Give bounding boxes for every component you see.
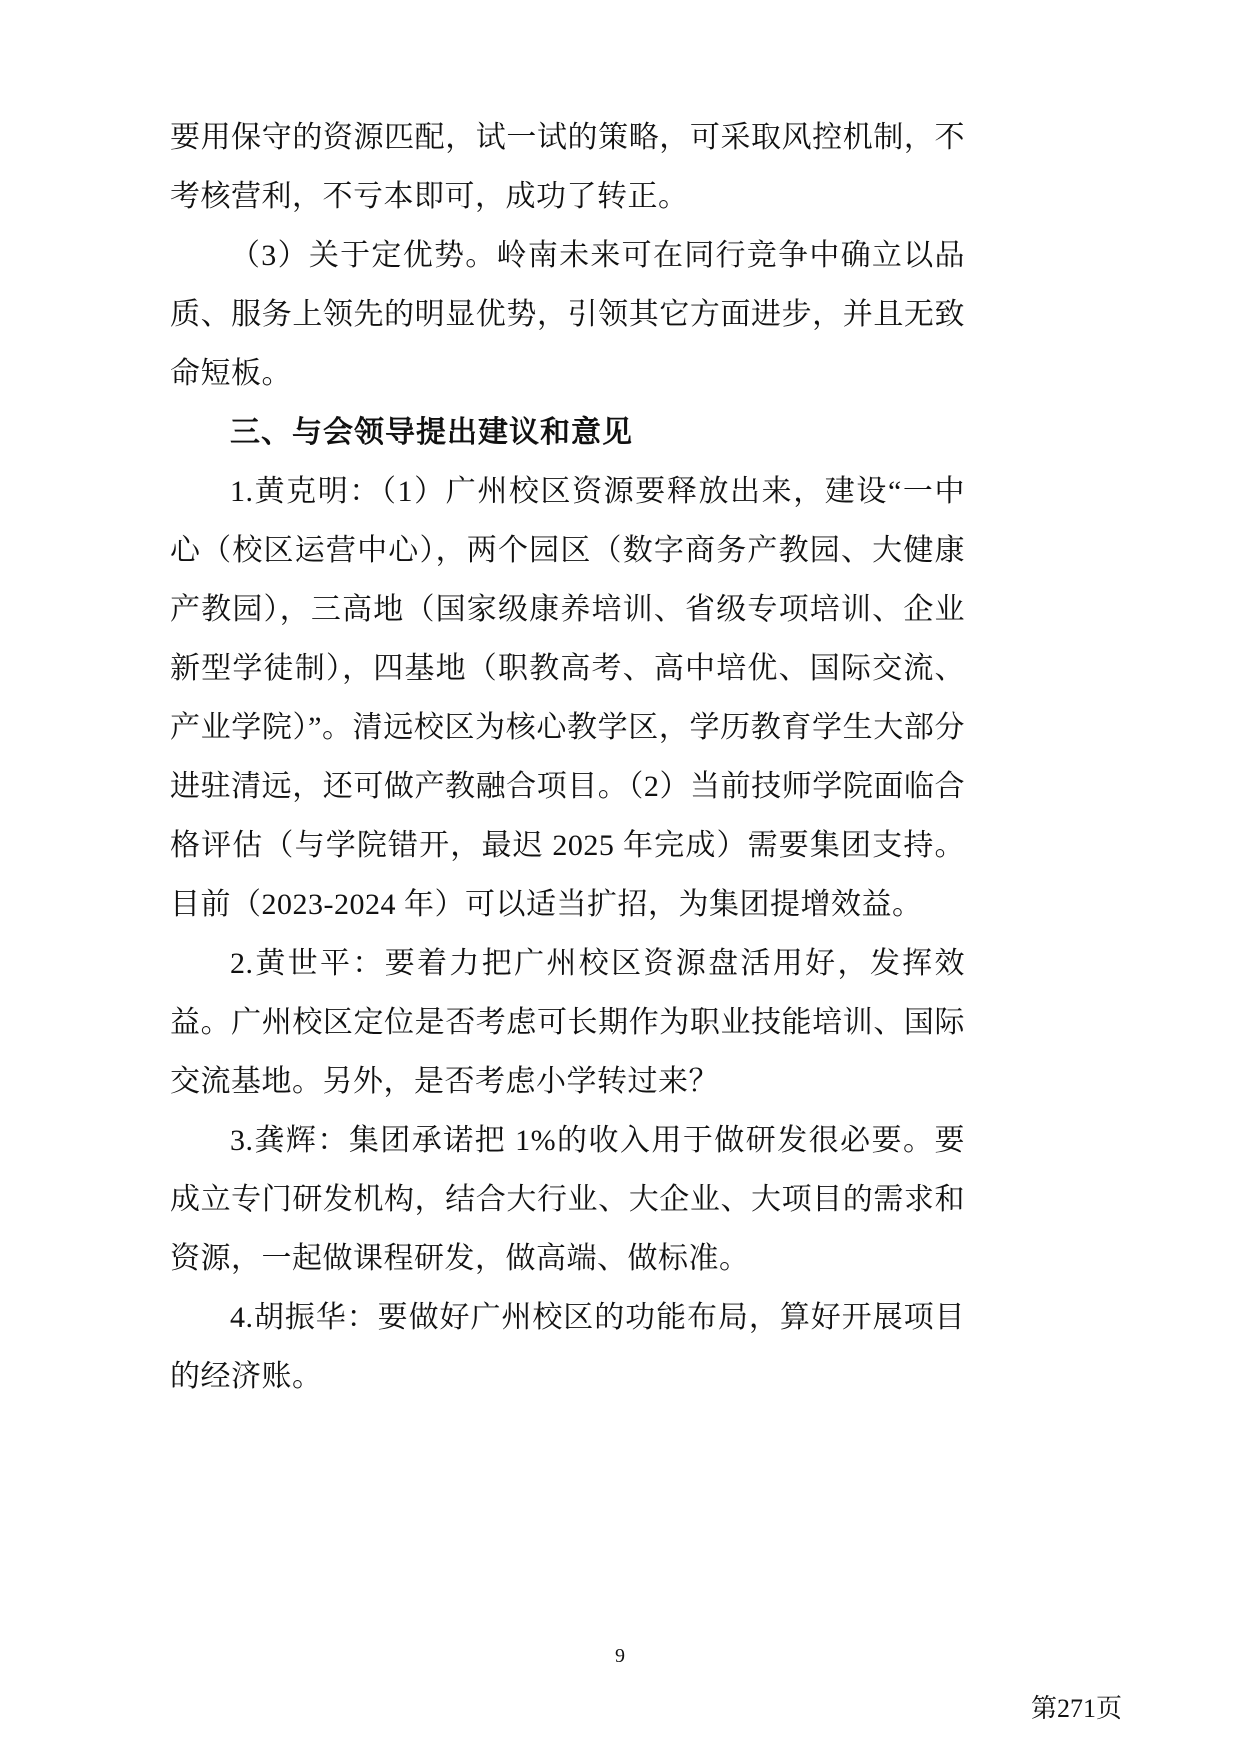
paragraph-define-advantage: （3）关于定优势。岭南未来可在同行竞争中确立以品质、服务上领先的明显优势，引领其它方面进步，并且无致命短板。 bbox=[170, 239, 965, 390]
footer-page-number: 9 bbox=[615, 1645, 625, 1667]
document-body bbox=[170, 108, 965, 1406]
paragraph-speaker-4: 4.胡振华：要做好广州校区的功能布局，算好开展项目的经济账。 bbox=[170, 1301, 965, 1393]
footer-page-label: 第271页 bbox=[1030, 1694, 1122, 1723]
section-heading: 三、与会领导提出建议和意见 bbox=[230, 416, 633, 449]
paragraph-speaker-3: 3.龚辉：集团承诺把 1%的收入用于做研发很必要。要成立专门研发机构，结合大行业、大企业、大项目的需求和资源，一起做课程研发，做高端、做标准。 bbox=[170, 1124, 965, 1275]
paragraph-speaker-2: 2.黄世平：要着力把广州校区资源盘活用好，发挥效益。广州校区定位是否考虑可长期作为职业技能培训、国际交流基地。另外，是否考虑小学转过来？ bbox=[170, 947, 965, 1098]
paragraph-continuation: 要用保守的资源匹配，试一试的策略，可采取风控机制，不考核营利，不亏本即可，成功了转正。 bbox=[170, 121, 965, 213]
paragraph-speaker-1: 1.黄克明：（1）广州校区资源要释放出来，建设“一中心（校区运营中心），两个园区（数字商务产教园、大健康产教园），三高地（国家级康养培训、省级专项培训、企业新型学徒制），四基地（职教高考、高中培优、国际交流、产业学院）”。清远校区为核心教学区，学历教育学生大部分进驻清远，还可做产教融合项目。（2）当前技师学院面临合格评估（与学院错开，最迟 2025 年完成）需要集团支持。目前（2023-2024 年）可以适当扩招，为集团提增效益。 bbox=[170, 475, 965, 921]
